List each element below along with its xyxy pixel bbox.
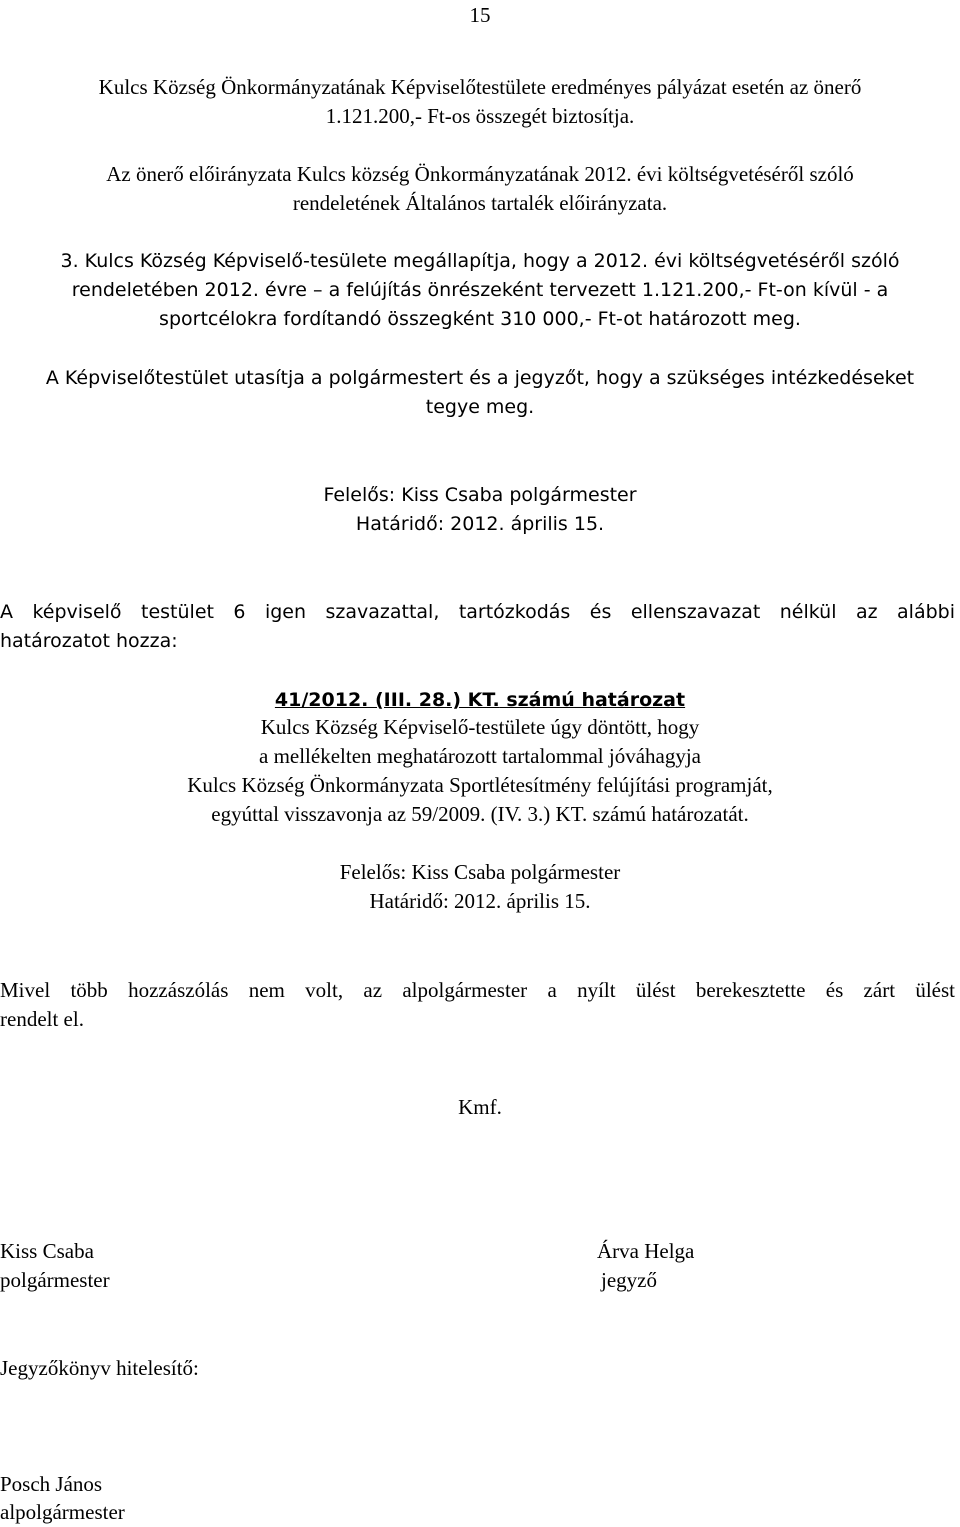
responsible-1: Felelős: Kiss Csaba polgármester [323, 484, 637, 506]
signature-right-title: jegyző [601, 1268, 657, 1292]
resolution-line4: egyúttal visszavonja az 59/2009. (IV. 3.) KT. számú határozatát. [211, 802, 749, 826]
closing-line2: rendelt el. [0, 1007, 84, 1031]
instruction-line1: A Képviselőtestület utasítja a polgármestert és a jegyzőt, hogy a szükséges intézkedéseket [45, 367, 915, 389]
signature-left-name: Kiss Csaba [0, 1239, 94, 1263]
vote-intro-line2: határozatot hozza: [0, 630, 178, 652]
page-number: 15 [469, 3, 491, 27]
authenticator-label: Jegyzőkönyv hitelesítő: [0, 1356, 199, 1380]
resolution-type: számú határozat [499, 689, 686, 711]
signature-right-name: Árva Helga [597, 1239, 695, 1263]
signature-left-title: polgármester [0, 1268, 110, 1292]
authenticator-title: alpolgármester [0, 1500, 125, 1524]
para1-line1: Kulcs Község Önkormányzatának Képviselőtestülete eredményes pályázat esetén az önerő [98, 75, 862, 99]
deadline-2: Határidő: 2012. április 15. [369, 889, 591, 913]
closing-line1: Mivel több hozzászólás nem volt, az alpolgármester a nyílt ülést berekesztette és zárt ülést [0, 978, 955, 1002]
kmf: Kmf. [458, 1095, 502, 1119]
instruction-line2: tegye meg. [425, 396, 535, 418]
authenticator-name: Posch János [0, 1472, 103, 1496]
responsible-2: Felelős: Kiss Csaba polgármester [339, 860, 621, 884]
para2-line2: rendeletének Általános tartalék előirányzata. [292, 191, 668, 215]
resolution-line3: Kulcs Község Önkormányzata Sportlétesítmény felújítási programját, [187, 773, 773, 797]
para2-line1: Az önerő előirányzata Kulcs község Önkormányzatának 2012. évi költségvetéséről szóló [106, 162, 854, 186]
item3-line2: rendeletében 2012. évre – a felújítás önrészeként tervezett 1.121.200,- Ft-on kívül - a [71, 279, 889, 301]
resolution-line1: Kulcs Község Képviselő-testülete úgy döntött, hogy [260, 715, 700, 739]
resolution-number: 41/2012. (III. 28.) KT. [274, 689, 500, 711]
deadline-1: Határidő: 2012. április 15. [355, 513, 605, 535]
item3-line1: 3. Kulcs Község Képviselő-tesülete megállapítja, hogy a 2012. évi költségvetéséről szóló [60, 250, 900, 272]
resolution-title [0, 686, 960, 715]
resolution-line2: a mellékelten meghatározott tartalommal jóváhagyja [259, 744, 701, 768]
item3-line3: sportcélokra fordítandó összegként 310 000,- Ft-ot határozott meg. [159, 308, 801, 330]
vote-intro-line1: A képviselő testület 6 igen szavazattal, tartózkodás és ellenszavazat nélkül az alábbi [0, 601, 955, 623]
para1-line2: 1.121.200,- Ft-os összegét biztosítja. [325, 104, 635, 128]
